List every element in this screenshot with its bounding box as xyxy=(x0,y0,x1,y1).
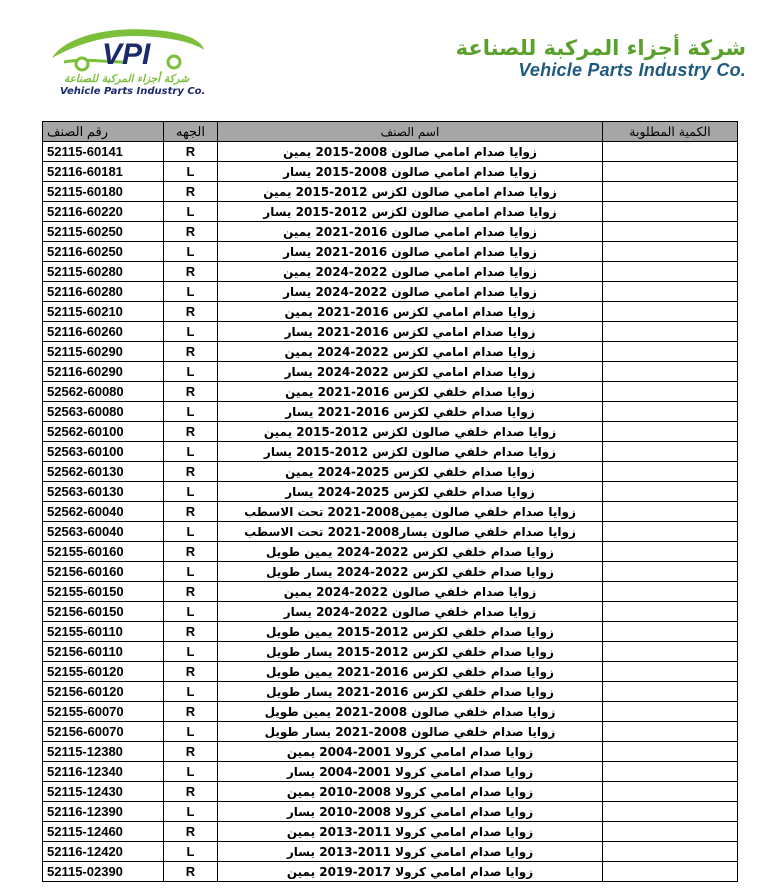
quantity-cell[interactable] xyxy=(603,702,738,722)
table-row xyxy=(43,482,738,502)
side-cell: L xyxy=(164,202,218,222)
table-row xyxy=(43,562,738,582)
car-logo-icon xyxy=(44,18,214,76)
part-name-cell: زوايا صدام خلفي لكزس 2012-2015 يمين طويل xyxy=(218,622,603,642)
side-cell: L xyxy=(164,682,218,702)
quantity-cell[interactable] xyxy=(603,862,738,882)
part-code-cell: 52156-60160 xyxy=(43,562,164,582)
table-row xyxy=(43,342,738,362)
part-code-cell: 52116-60290 xyxy=(43,362,164,382)
table-row xyxy=(43,522,738,542)
quantity-cell[interactable] xyxy=(603,622,738,642)
table-row xyxy=(43,582,738,602)
part-name-cell: زوايا صدام خلفي صالون 2008-2021 يمين طويل xyxy=(218,702,603,722)
part-code-cell: 52156-60070 xyxy=(43,722,164,742)
table-row xyxy=(43,642,738,662)
side-cell: L xyxy=(164,602,218,622)
table-row xyxy=(43,242,738,262)
part-code-cell: 52116-12340 xyxy=(43,762,164,782)
part-name-cell: زوايا صدام خلفي لكزس 2022-2024 يسار طويل xyxy=(218,562,603,582)
part-code-cell: 52115-60280 xyxy=(43,262,164,282)
part-code-cell: 52116-60250 xyxy=(43,242,164,262)
part-name-cell: زوايا صدام خلفي لكزس 2025-2024 يسار xyxy=(218,482,603,502)
part-code-cell: 52115-60290 xyxy=(43,342,164,362)
side-cell: L xyxy=(164,362,218,382)
quantity-cell[interactable] xyxy=(603,162,738,182)
table-row xyxy=(43,762,738,782)
part-name-cell: زوايا صدام امامي صالون لكزس 2012-2015 يمين xyxy=(218,182,603,202)
side-cell: R xyxy=(164,622,218,642)
table-row xyxy=(43,622,738,642)
table-row xyxy=(43,382,738,402)
side-cell: R xyxy=(164,262,218,282)
side-cell: R xyxy=(164,222,218,242)
quantity-cell[interactable] xyxy=(603,742,738,762)
part-name-cell: زوايا صدام خلفي صالون 2008-2021 يسار طويل xyxy=(218,722,603,742)
part-code-cell: 52116-60181 xyxy=(43,162,164,182)
side-cell: R xyxy=(164,422,218,442)
parts-table xyxy=(42,121,738,882)
part-name-cell: زوايا صدام خلفي لكزس 2022-2024 يمين طويل xyxy=(218,542,603,562)
part-code-cell: 52115-60180 xyxy=(43,182,164,202)
side-cell: L xyxy=(164,562,218,582)
part-name-cell: زوايا صدام خلفي صالون 2022-2024 يسار xyxy=(218,602,603,622)
quantity-cell[interactable] xyxy=(603,822,738,842)
part-name-cell: زوايا صدام امامي لكزس 2016-2021 يسار xyxy=(218,322,603,342)
table-row xyxy=(43,142,738,162)
part-code-cell: 52155-60120 xyxy=(43,662,164,682)
part-code-cell: 52156-60150 xyxy=(43,602,164,622)
table-row xyxy=(43,822,738,842)
quantity-cell[interactable] xyxy=(603,542,738,562)
part-name-cell: زوايا صدام امامي كرولا 2001-2004 يمين xyxy=(218,742,603,762)
side-cell: R xyxy=(164,462,218,482)
quantity-cell[interactable] xyxy=(603,322,738,342)
side-cell: R xyxy=(164,302,218,322)
table-row xyxy=(43,402,738,422)
quantity-cell[interactable] xyxy=(603,482,738,502)
company-name-right xyxy=(456,36,746,80)
side-cell: L xyxy=(164,402,218,422)
part-code-cell: 52115-60141 xyxy=(43,142,164,162)
table-row xyxy=(43,222,738,242)
part-name-cell: زوايا صدام خلفي صالون لكزس 2012-2015 يمين xyxy=(218,422,603,442)
column-header-name: اسم الصنف xyxy=(218,122,603,142)
quantity-cell[interactable] xyxy=(603,182,738,202)
part-code-cell: 52562-60080 xyxy=(43,382,164,402)
part-name-cell: زوايا صدام خلفي صالون لكزس 2012-2015 يسار xyxy=(218,442,603,462)
table-row xyxy=(43,542,738,562)
part-name-cell: زوايا صدام امامي لكزس 2022-2024 يسار xyxy=(218,362,603,382)
part-name-cell: زوايا صدام امامي كرولا 2008-2010 يسار xyxy=(218,802,603,822)
column-header-quantity: الكمية المطلوبة xyxy=(603,122,738,142)
part-name-cell: زوايا صدام خلفي صالون يمين2008-2021 تحت الاسطب xyxy=(218,502,603,522)
side-cell: R xyxy=(164,182,218,202)
table-row xyxy=(43,502,738,522)
part-name-cell: زوايا صدام امامي صالون 2008-2015 يمين xyxy=(218,142,603,162)
side-cell: R xyxy=(164,702,218,722)
quantity-cell[interactable] xyxy=(603,722,738,742)
part-name-cell: زوايا صدام خلفي صالون 2022-2024 يمين xyxy=(218,582,603,602)
side-cell: L xyxy=(164,722,218,742)
part-name-cell: زوايا صدام امامي صالون 2022-2024 يسار xyxy=(218,282,603,302)
logo-left-arabic: شركة أجزاء المركبة للصناعة xyxy=(64,73,190,85)
side-cell: L xyxy=(164,802,218,822)
column-header-code: رقم الصنف xyxy=(43,122,164,142)
quantity-cell[interactable] xyxy=(603,202,738,222)
side-cell: R xyxy=(164,502,218,522)
quantity-cell[interactable] xyxy=(603,342,738,362)
quantity-cell[interactable] xyxy=(603,642,738,662)
table-row xyxy=(43,162,738,182)
table-row xyxy=(43,662,738,682)
quantity-cell[interactable] xyxy=(603,522,738,542)
part-code-cell: 52115-02390 xyxy=(43,862,164,882)
quantity-cell[interactable] xyxy=(603,442,738,462)
part-code-cell: 52562-60100 xyxy=(43,422,164,442)
quantity-cell[interactable] xyxy=(603,222,738,242)
side-cell: R xyxy=(164,542,218,562)
side-cell: R xyxy=(164,782,218,802)
side-cell: L xyxy=(164,642,218,662)
table-row xyxy=(43,422,738,442)
part-code-cell: 52116-60220 xyxy=(43,202,164,222)
table-row xyxy=(43,862,738,882)
quantity-cell[interactable] xyxy=(603,402,738,422)
quantity-cell[interactable] xyxy=(603,242,738,262)
table-row xyxy=(43,362,738,382)
part-code-cell: 52156-60120 xyxy=(43,682,164,702)
table-row xyxy=(43,202,738,222)
table-row xyxy=(43,742,738,762)
table-row xyxy=(43,442,738,462)
part-code-cell: 52115-12430 xyxy=(43,782,164,802)
part-name-cell: زوايا صدام خلفي لكزس 2016-2021 يسار طويل xyxy=(218,682,603,702)
quantity-cell[interactable] xyxy=(603,662,738,682)
side-cell: R xyxy=(164,662,218,682)
company-name-english: Vehicle Parts Industry Co. xyxy=(518,60,746,80)
part-code-cell: 52563-60130 xyxy=(43,482,164,502)
logo-mark-text: VPI xyxy=(102,38,151,71)
part-code-cell: 52563-60080 xyxy=(43,402,164,422)
quantity-cell[interactable] xyxy=(603,362,738,382)
part-name-cell: زوايا صدام امامي صالون 2022-2024 يمين xyxy=(218,262,603,282)
table-row xyxy=(43,842,738,862)
table-row xyxy=(43,802,738,822)
part-code-cell: 52155-60150 xyxy=(43,582,164,602)
table-row xyxy=(43,282,738,302)
side-cell: R xyxy=(164,742,218,762)
side-cell: L xyxy=(164,522,218,542)
part-code-cell: 52115-60250 xyxy=(43,222,164,242)
side-cell: R xyxy=(164,142,218,162)
side-cell: R xyxy=(164,382,218,402)
table-row xyxy=(43,722,738,742)
company-logo-left xyxy=(44,18,214,100)
part-name-cell: زوايا صدام خلفي لكزس 2025-2024 يمين xyxy=(218,462,603,482)
part-name-cell: زوايا صدام خلفي لكزس 2016-2021 يمين xyxy=(218,382,603,402)
part-name-cell: زوايا صدام امامي كرولا 2011-2013 يسار xyxy=(218,842,603,862)
part-code-cell: 52155-60070 xyxy=(43,702,164,722)
table-row xyxy=(43,322,738,342)
part-name-cell: زوايا صدام امامي لكزس 2022-2024 يمين xyxy=(218,342,603,362)
quantity-cell[interactable] xyxy=(603,842,738,862)
quantity-cell[interactable] xyxy=(603,602,738,622)
part-name-cell: زوايا صدام امامي صالون 2016-2021 يسار xyxy=(218,242,603,262)
side-cell: L xyxy=(164,162,218,182)
part-code-cell: 52562-60130 xyxy=(43,462,164,482)
side-cell: L xyxy=(164,282,218,302)
quantity-cell[interactable] xyxy=(603,762,738,782)
part-name-cell: زوايا صدام امامي كرولا 2008-2010 يمين xyxy=(218,782,603,802)
side-cell: R xyxy=(164,582,218,602)
part-name-cell: زوايا صدام امامي كرولا 2017-2019 يمين xyxy=(218,862,603,882)
company-name-arabic: شركة أجزاء المركبة للصناعة xyxy=(455,36,746,60)
side-cell: L xyxy=(164,242,218,262)
side-cell: R xyxy=(164,822,218,842)
part-code-cell: 52563-60040 xyxy=(43,522,164,542)
quantity-cell[interactable] xyxy=(603,502,738,522)
part-name-cell: زوايا صدام امامي كرولا 2001-2004 يسار xyxy=(218,762,603,782)
quantity-cell[interactable] xyxy=(603,302,738,322)
side-cell: R xyxy=(164,342,218,362)
table-row xyxy=(43,602,738,622)
part-name-cell: زوايا صدام امامي لكزس 2016-2021 يمين xyxy=(218,302,603,322)
side-cell: R xyxy=(164,862,218,882)
side-cell: L xyxy=(164,482,218,502)
table-row xyxy=(43,262,738,282)
quantity-cell[interactable] xyxy=(603,382,738,402)
logo-left-english: Vehicle Parts Industry Co. xyxy=(60,86,206,97)
quantity-cell[interactable] xyxy=(603,422,738,442)
part-code-cell: 52156-60110 xyxy=(43,642,164,662)
quantity-cell[interactable] xyxy=(603,802,738,822)
quantity-cell[interactable] xyxy=(603,462,738,482)
part-code-cell: 52562-60040 xyxy=(43,502,164,522)
part-code-cell: 52115-12380 xyxy=(43,742,164,762)
column-header-side: الجهه xyxy=(164,122,218,142)
part-code-cell: 52115-12460 xyxy=(43,822,164,842)
side-cell: L xyxy=(164,842,218,862)
quantity-cell[interactable] xyxy=(603,682,738,702)
table-row xyxy=(43,702,738,722)
part-code-cell: 52155-60110 xyxy=(43,622,164,642)
part-code-cell: 52116-12390 xyxy=(43,802,164,822)
part-code-cell: 52116-60280 xyxy=(43,282,164,302)
part-code-cell: 52116-60260 xyxy=(43,322,164,342)
part-name-cell: زوايا صدام خلفي لكزس 2016-2021 يمين طويل xyxy=(218,662,603,682)
part-code-cell: 52116-12420 xyxy=(43,842,164,862)
table-row xyxy=(43,782,738,802)
table-row xyxy=(43,182,738,202)
quantity-cell[interactable] xyxy=(603,142,738,162)
part-name-cell: زوايا صدام خلفي صالون يسار2008-2021 تحت الاسطب xyxy=(218,522,603,542)
part-name-cell: زوايا صدام خلفي لكزس 2016-2021 يسار xyxy=(218,402,603,422)
side-cell: L xyxy=(164,322,218,342)
part-code-cell: 52563-60100 xyxy=(43,442,164,462)
part-name-cell: زوايا صدام امامي صالون 2008-2015 يسار xyxy=(218,162,603,182)
side-cell: L xyxy=(164,442,218,462)
quantity-cell[interactable] xyxy=(603,262,738,282)
table-row xyxy=(43,302,738,322)
side-cell: L xyxy=(164,762,218,782)
part-name-cell: زوايا صدام امامي صالون لكزس 2012-2015 يسار xyxy=(218,202,603,222)
table-row xyxy=(43,462,738,482)
part-code-cell: 52115-60210 xyxy=(43,302,164,322)
part-name-cell: زوايا صدام امامي كرولا 2011-2013 يمين xyxy=(218,822,603,842)
quantity-cell[interactable] xyxy=(603,282,738,302)
table-header-row xyxy=(43,122,738,142)
quantity-cell[interactable] xyxy=(603,782,738,802)
quantity-cell[interactable] xyxy=(603,562,738,582)
part-name-cell: زوايا صدام خلفي لكزس 2012-2015 يسار طويل xyxy=(218,642,603,662)
quantity-cell[interactable] xyxy=(603,582,738,602)
part-code-cell: 52155-60160 xyxy=(43,542,164,562)
table-row xyxy=(43,682,738,702)
part-name-cell: زوايا صدام امامي صالون 2016-2021 يمين xyxy=(218,222,603,242)
